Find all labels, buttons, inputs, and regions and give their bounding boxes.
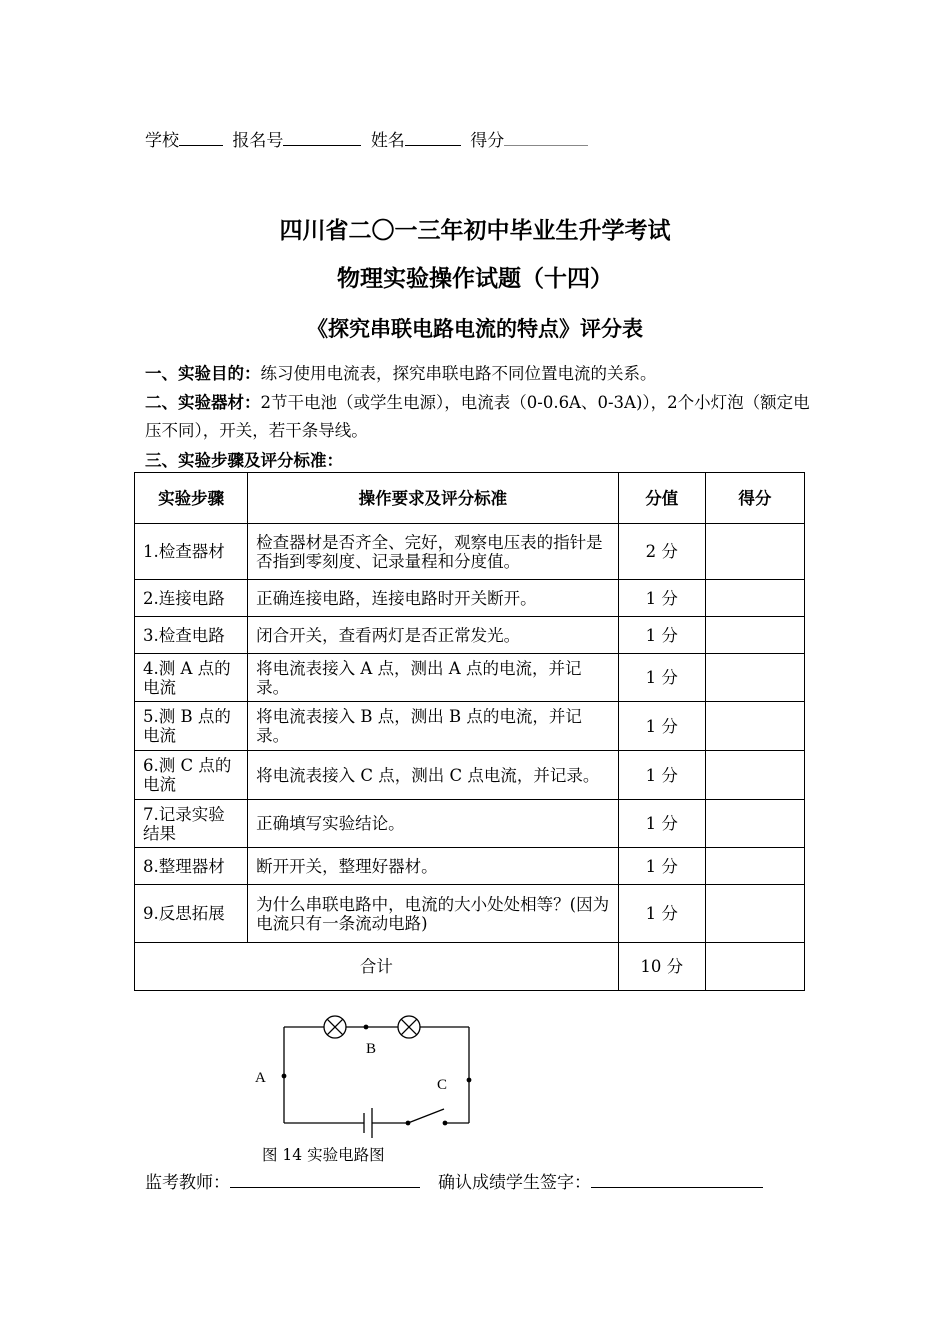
- point-c-label: C: [437, 1077, 448, 1093]
- purpose-label: 一、实验目的：: [145, 364, 261, 383]
- table-row: [135, 751, 805, 800]
- points-cell: 2 分: [618, 524, 705, 580]
- score-cell[interactable]: [705, 617, 804, 654]
- score-cell[interactable]: [705, 848, 804, 885]
- steps-section: [145, 447, 810, 475]
- point-c-dot: [467, 1078, 472, 1083]
- signature-line: [145, 1168, 763, 1193]
- points-cell: 1 分: [618, 580, 705, 617]
- step-cell: 7.记录实验结果: [135, 800, 248, 848]
- exam-subtitle: 物理实验操作试题（十四）: [337, 266, 613, 292]
- requirement-cell: 将电流表接入 B 点，测出 B 点的电流，并记录。: [248, 702, 619, 751]
- steps-label: 三、实验步骤及评分标准：: [145, 451, 343, 470]
- points-cell: 1 分: [618, 885, 705, 943]
- step-cell: 4.测 A 点的电流: [135, 654, 248, 702]
- school-field[interactable]: [179, 129, 223, 146]
- header-points: 分值: [618, 473, 705, 524]
- point-a-label: A: [255, 1070, 266, 1086]
- scoring-table: [134, 472, 805, 991]
- header-requirement: 操作要求及评分标准: [248, 473, 619, 524]
- requirement-cell: 正确连接电路，连接电路时开关断开。: [248, 580, 619, 617]
- score-sheet-title: 《探究串联电路电流的特点》评分表: [307, 317, 643, 341]
- table-row: [135, 580, 805, 617]
- table-row: [135, 702, 805, 751]
- table-row: [135, 617, 805, 654]
- equipment-text: 2节干电池（或学生电源），电流表（0-0.6A、0-3A)），2个小灯泡（额定电压不同），开关，若干条导线。: [145, 393, 810, 440]
- step-cell: 2.连接电路: [135, 580, 248, 617]
- circuit-diagram: [240, 1010, 490, 1145]
- table-row: [135, 848, 805, 885]
- requirement-cell: 闭合开关，查看两灯是否正常发光。: [248, 617, 619, 654]
- lamp-icon: [324, 1016, 346, 1038]
- registration-label: 报名号: [232, 131, 284, 151]
- step-cell: 8.整理器材: [135, 848, 248, 885]
- score-cell[interactable]: [705, 885, 804, 943]
- requirement-cell: 将电流表接入 C 点，测出 C 点电流，并记录。: [248, 751, 619, 800]
- step-cell: 5.测 B 点的电流: [135, 702, 248, 751]
- table-total-row: [135, 943, 805, 991]
- header-info-line: [145, 126, 592, 151]
- total-points: 10 分: [618, 943, 705, 991]
- point-b-dot: [364, 1025, 369, 1030]
- name-label: 姓名: [370, 131, 405, 151]
- student-signature-label: 确认成绩学生签字：: [438, 1173, 591, 1193]
- proctor-label: 监考教师：: [145, 1173, 230, 1193]
- table-row: [135, 885, 805, 943]
- step-cell: 1.检查器材: [135, 524, 248, 580]
- points-cell: 1 分: [618, 617, 705, 654]
- header-score: 得分: [705, 473, 804, 524]
- purpose-text: 练习使用电流表，探究串联电路不同位置电流的关系。: [260, 364, 657, 383]
- exam-title: 四川省二〇一三年初中毕业生升学考试: [279, 218, 671, 244]
- table-row: [135, 800, 805, 848]
- score-cell[interactable]: [705, 580, 804, 617]
- purpose-section: [145, 360, 810, 388]
- score-cell[interactable]: [705, 524, 804, 580]
- step-cell: 6.测 C 点的电流: [135, 751, 248, 800]
- score-field[interactable]: [504, 129, 588, 146]
- step-cell: 3.检查电路: [135, 617, 248, 654]
- points-cell: 1 分: [618, 751, 705, 800]
- requirement-cell: 为什么串联电路中，电流的大小处处相等？(因为电流只有一条流动电路): [248, 885, 619, 943]
- header-step: 实验步骤: [135, 473, 248, 524]
- lamp-icon: [398, 1016, 420, 1038]
- table-row: [135, 524, 805, 580]
- point-b-label: B: [366, 1041, 377, 1057]
- requirement-cell: 将电流表接入 A 点，测出 A 点的电流，并记录。: [248, 654, 619, 702]
- student-signature-field[interactable]: [591, 1171, 763, 1188]
- point-a-dot: [282, 1074, 287, 1079]
- proctor-signature-field[interactable]: [230, 1171, 420, 1188]
- total-label: 合计: [135, 943, 619, 991]
- switch-icon: [406, 1109, 448, 1125]
- points-cell: 1 分: [618, 654, 705, 702]
- requirement-cell: 检查器材是否齐全、完好，观察电压表的指针是否指到零刻度、记录量程和分度值。: [248, 524, 619, 580]
- total-score-cell[interactable]: [705, 943, 804, 991]
- score-cell[interactable]: [705, 751, 804, 800]
- step-cell: 9.反思拓展: [135, 885, 248, 943]
- table-row: [135, 654, 805, 702]
- requirement-cell: 正确填写实验结论。: [248, 800, 619, 848]
- equipment-label: 二、实验器材：: [145, 393, 261, 412]
- points-cell: 1 分: [618, 702, 705, 751]
- name-field[interactable]: [405, 129, 461, 146]
- points-cell: 1 分: [618, 848, 705, 885]
- score-cell[interactable]: [705, 800, 804, 848]
- registration-field[interactable]: [283, 129, 361, 146]
- requirement-cell: 断开开关，整理好器材。: [248, 848, 619, 885]
- score-cell[interactable]: [705, 702, 804, 751]
- score-label: 得分: [470, 131, 505, 151]
- school-label: 学校: [145, 131, 179, 151]
- score-cell[interactable]: [705, 654, 804, 702]
- circuit-caption: 图 14 实验电路图: [262, 1146, 385, 1164]
- equipment-section: [145, 389, 810, 445]
- table-header-row: [135, 473, 805, 524]
- points-cell: 1 分: [618, 800, 705, 848]
- battery-icon: [364, 1108, 372, 1138]
